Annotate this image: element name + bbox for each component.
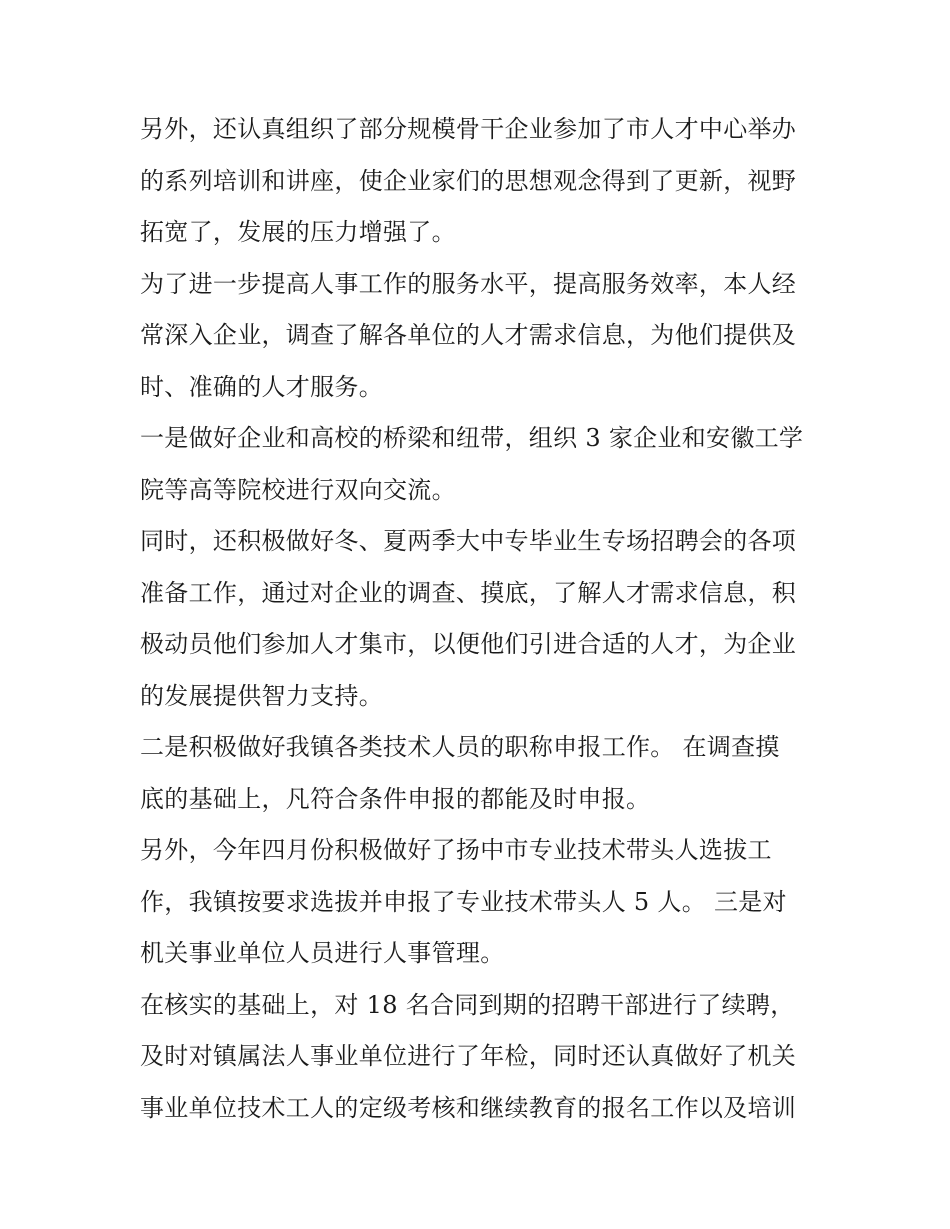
text-line-18: 在核实的基础上，对 18 名合同到期的招聘干部进行了续聘， <box>140 990 795 1019</box>
text-line-5: 常深入企业，调查了解各单位的人才需求信息，为他们提供及 <box>140 321 797 349</box>
text-line-11: 极动员他们参加人才集市，以便他们引进合适的人才，为企业 <box>140 630 797 658</box>
text-line-2: 的系列培训和讲座，使企业家们的思想观念得到了更新，视野 <box>140 166 797 195</box>
text-line-16: 作，我镇按要求选拔并申报了专业技术带头人 5 人。 三是对 <box>140 887 787 916</box>
text-line-14: 底的基础上，凡符合条件申报的都能及时申报。 <box>140 784 651 813</box>
text-line-12: 的发展提供智力支持。 <box>140 681 383 710</box>
text-line-6: 时、准确的人才服务。 <box>140 372 383 401</box>
text-line-13: 二是积极做好我镇各类技术人员的职称申报工作。 在调查摸 <box>140 733 780 761</box>
text-line-7: 一是做好企业和高校的桥梁和纽带，组织 3 家企业和安徽工学 <box>140 424 804 452</box>
text-line-4: 为了进一步提高人事工作的服务水平，提高服务效率，本人经 <box>140 269 797 298</box>
text-line-3: 拓宽了，发展的压力增强了。 <box>140 218 456 246</box>
text-line-17: 机关事业单位人员进行人事管理。 <box>140 939 505 967</box>
text-line-20: 事业单位技术工人的定级考核和继续教育的报名工作以及培训 <box>140 1093 797 1122</box>
text-line-19: 及时对镇属法人事业单位进行了年检，同时还认真做好了机关 <box>140 1042 797 1070</box>
text-line-10: 准备工作，通过对企业的调查、摸底，了解人才需求信息，积 <box>140 578 797 607</box>
text-line-15: 另外，今年四月份积极做好了扬中市专业技术带头人选拔工 <box>140 836 772 864</box>
text-line-1: 另外，还认真组织了部分规模骨干企业参加了市人才中心举办 <box>140 115 797 143</box>
document-body <box>140 104 820 1134</box>
text-line-9: 同时，还积极做好冬、夏两季大中专毕业生专场招聘会的各项 <box>140 527 797 555</box>
text-line-8: 院等高等院校进行双向交流。 <box>140 475 456 504</box>
